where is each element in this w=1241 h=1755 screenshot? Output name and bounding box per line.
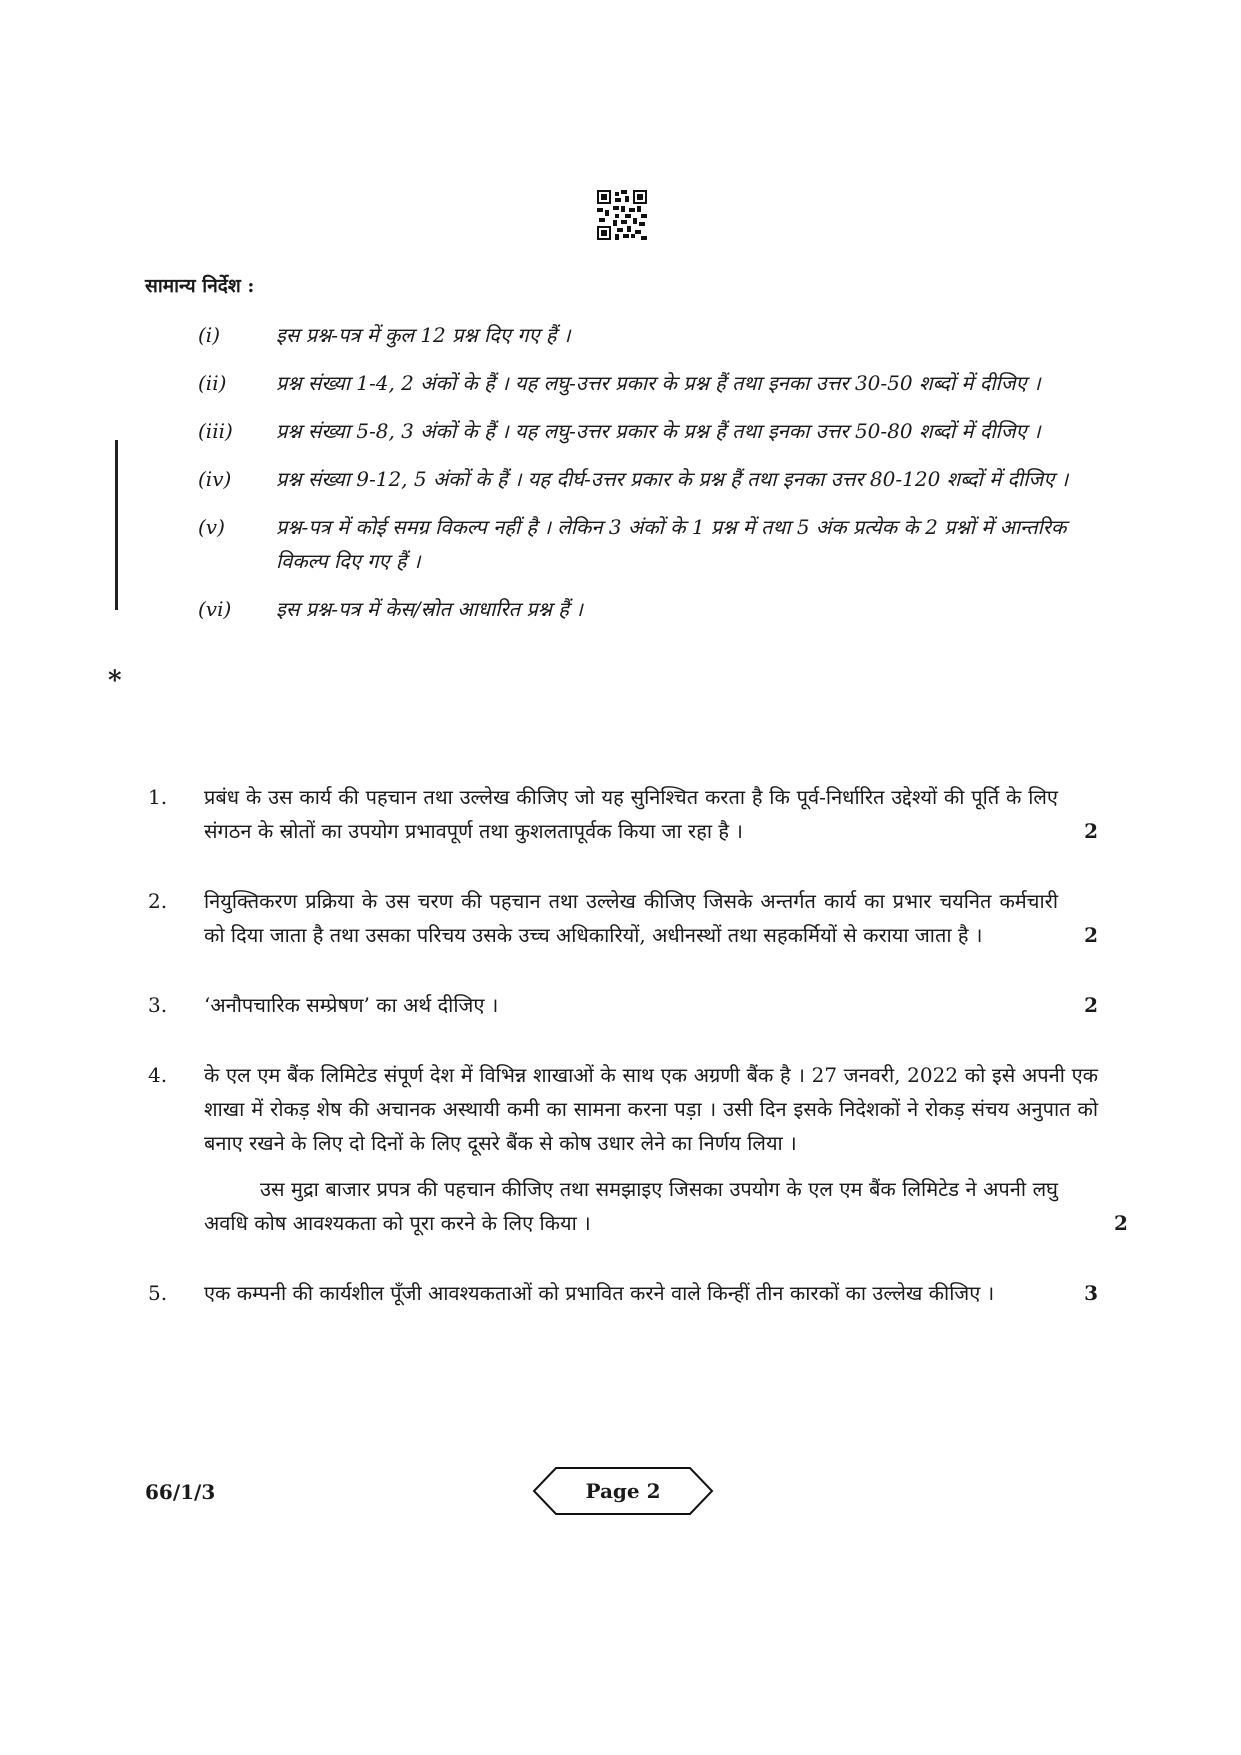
instruction-item (198, 318, 1098, 352)
instruction-item (198, 366, 1098, 400)
instruction-number: (iii) (198, 419, 233, 443)
instruction-number: (ii) (198, 371, 227, 395)
instruction-text: प्रश्न संख्या 9-12, 5 अंकों के हैं । यह दीर्घ-उत्तर प्रकार के प्रश्न हैं तथा इनका उत्तर 80-120 शब्दों में दीजिए । (276, 467, 1069, 491)
question-marks: 3 (1084, 1281, 1098, 1305)
question-marks: 2 (1084, 819, 1098, 843)
question-marks: 2 (1084, 923, 1098, 947)
instruction-number: (i) (198, 323, 221, 347)
page-label: Page 2 (585, 1479, 661, 1503)
question-number: 4. (148, 1063, 168, 1087)
question-item (148, 780, 1098, 848)
question-item (148, 988, 1098, 1022)
qr-code-icon (597, 190, 647, 240)
question-number: 1. (148, 785, 168, 809)
instruction-text: प्रश्न संख्या 5-8, 3 अंकों के हैं । यह लघु-उत्तर प्रकार के प्रश्न हैं तथा इनका उत्तर 50-80 शब्दों में दीजिए । (276, 419, 1041, 443)
instruction-text: इस प्रश्न-पत्र में कुल 12 प्रश्न दिए गए हैं । (276, 323, 571, 347)
instructions-list (198, 318, 1098, 640)
instruction-text: प्रश्न संख्या 1-4, 2 अंकों के हैं । यह लघु-उत्तर प्रकार के प्रश्न हैं तथा इनका उत्तर 30-50 शब्दों में दीजिए । (276, 371, 1041, 395)
instruction-text: इस प्रश्न-पत्र में केस/स्रोत आधारित प्रश्न हैं । (276, 597, 583, 621)
margin-asterisk: * (108, 666, 122, 696)
question-item (148, 1276, 1098, 1310)
question-marks: 2 (1114, 1211, 1128, 1235)
instruction-text: प्रश्न-पत्र में कोई समग्र विकल्प नहीं है । लेकिन 3 अंकों के 1 प्रश्न में तथा 5 अंक प्रत्येक के 2 प्रश्नों में आन्तरिक विकल्प दिए गए हैं । (276, 515, 1067, 573)
general-instructions-heading: सामान्य निर्देश : (145, 275, 255, 297)
instruction-number: (iv) (198, 467, 232, 491)
question-marks: 2 (1084, 993, 1098, 1017)
question-number: 2. (148, 889, 168, 913)
page-number-badge (532, 1466, 714, 1516)
question-text: ‘अनौपचारिक सम्प्रेषण’ का अर्थ दीजिए । (204, 993, 499, 1017)
question-number: 3. (148, 993, 168, 1017)
instruction-number: (vi) (198, 597, 232, 621)
margin-bar (115, 440, 118, 610)
instruction-item (198, 462, 1098, 496)
question-text: के एल एम बैंक लिमिटेड संपूर्ण देश में विभिन्न शाखाओं के साथ एक अग्रणी बैंक है । 27 जनवरी, 2022 को इसे अपनी एक शाखा में रोकड़ शेष की अचानक अस्थायी कमी का सामना करना पड़ा । उसी दिन इसके निदेशकों ने रोकड़ संचय अनुपात को बनाए रखने के लिए दो दिनों के लिए दूसरे बैंक से कोष उधार लेने का निर्णय लिया । (204, 1063, 1098, 1155)
instruction-item (198, 510, 1098, 578)
question-text: प्रबंध के उस कार्य की पहचान तथा उल्लेख कीजिए जो यह सुनिश्चित करता है कि पूर्व-निर्धारित उद्देश्यों की पूर्ति के लिए संगठन के स्रोतों का उपयोग प्रभावपूर्ण तथा कुशलतापूर्वक किया जा रहा है । (204, 785, 1058, 843)
question-item (148, 1058, 1128, 1240)
questions-list (148, 780, 1128, 1346)
question-item (148, 884, 1098, 952)
question-text-part-2: उस मुद्रा बाजार प्रपत्र की पहचान कीजिए तथा समझाइए जिसका उपयोग के एल एम बैंक लिमिटेड ने अपनी लघु अवधि कोष आवश्यकता को पूरा करने के लिए किया । (204, 1177, 1058, 1235)
question-text: एक कम्पनी की कार्यशील पूँजी आवश्यकताओं को प्रभावित करने वाले किन्हीं तीन कारकों का उल्लेख कीजिए । (204, 1281, 995, 1305)
question-text: नियुक्तिकरण प्रक्रिया के उस चरण की पहचान तथा उल्लेख कीजिए जिसके अन्तर्गत कार्य का प्रभार चयनित कर्मचारी को दिया जाता है तथा उसका परिचय उसके उच्च अधिकारियों, अधीनस्थों तथा सहकर्मियों से कराया जाता है । (204, 889, 1058, 947)
instruction-item (198, 592, 1098, 626)
instruction-number: (v) (198, 515, 225, 539)
instruction-item (198, 414, 1098, 448)
question-number: 5. (148, 1281, 168, 1305)
paper-code: 66/1/3 (145, 1480, 216, 1504)
